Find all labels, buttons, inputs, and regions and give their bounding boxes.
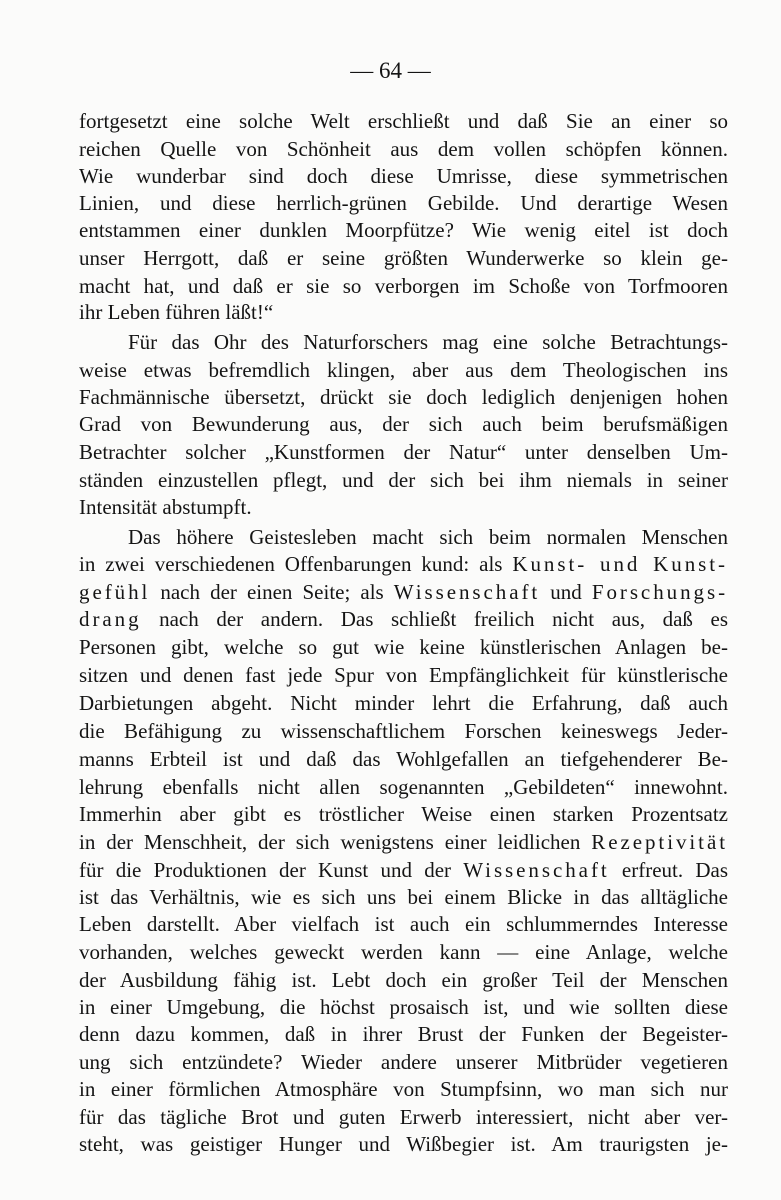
text-line: Das höhere Geistesleben macht sich beim normalen Menschen xyxy=(128,525,728,549)
text-line: Personen gibt, welche so gut wie keine künstlerischen Anlagen be- xyxy=(79,635,728,659)
text-line: fortgesetzt eine solche Welt erschließt und daß Sie an einer so xyxy=(79,109,728,133)
spaced-emphasis: Forschungs- xyxy=(591,580,728,604)
text-line: der Ausbildung fähig ist. Lebt doch ein großer Teil der Menschen xyxy=(79,968,728,992)
text-line: manns Erbteil ist und daß das Wohlgefallen an tiefgehenderer Be- xyxy=(79,747,728,771)
text-line: Wie wunderbar sind doch diese Umrisse, diese symmetrischen xyxy=(79,164,728,188)
text-line: in einer förmlichen Atmosphäre von Stumpfsinn, wo man sich nur xyxy=(79,1077,728,1101)
text-line: drang nach der andern. Das schließt freilich nicht aus, daß es xyxy=(79,607,728,631)
text-line: Intensität abstumpft. xyxy=(79,495,252,519)
text-line: steht, was geistiger Hunger und Wißbegier ist. Am traurigsten je- xyxy=(79,1132,728,1156)
text-line: Für das Ohr des Naturforschers mag eine solche Betrachtungs- xyxy=(128,330,728,354)
text-line: in einer Umgebung, die höchst prosaisch ist, und wie sollten diese xyxy=(79,995,728,1019)
text-line: weise etwas befremdlich klingen, aber aus dem Theologischen ins xyxy=(79,358,728,382)
spaced-emphasis: Wissenschaft xyxy=(463,858,610,882)
text-line: ständen einzustellen pflegt, und der sich bei ihm niemals in seiner xyxy=(79,468,728,492)
text-line: gefühl nach der einen Seite; als Wissenschaft und Forschungs- xyxy=(79,580,728,604)
spaced-emphasis: Kunst- und Kunst- xyxy=(512,552,728,576)
text-line: macht hat, und daß er sie so verborgen im Schoße von Torfmooren xyxy=(79,274,728,298)
text-line: ist das Verhältnis, wie es sich uns bei einem Blicke in das alltägliche xyxy=(79,885,728,909)
text-line: vorhanden, welches geweckt werden kann — eine Anlage, welche xyxy=(79,940,728,964)
spaced-emphasis: Wissenschaft xyxy=(393,580,541,604)
text-line: Betrachter solcher „Kunstformen der Natur“ unter denselben Um- xyxy=(79,440,728,464)
text-line: entstammen einer dunklen Moorpfütze? Wie wenig eitel ist doch xyxy=(79,218,728,242)
text-line: lehrung ebenfalls nicht allen sogenannten „Gebildeten“ innewohnt. xyxy=(79,775,728,799)
text-line: reichen Quelle von Schönheit aus dem vollen schöpfen können. xyxy=(79,137,728,161)
text-line: sitzen und denen fast jede Spur von Empfänglichkeit für künstlerische xyxy=(79,663,728,687)
spaced-emphasis: gefühl xyxy=(79,580,151,604)
spaced-emphasis: Rezeptivität xyxy=(591,830,728,854)
text-line: Linien, und diese herrlich-grünen Gebilde. Und derartige Wesen xyxy=(79,191,728,215)
text-line: für die Produktionen der Kunst und der Wissenschaft erfreut. Das xyxy=(79,858,728,882)
text-line: in der Menschheit, der sich wenigstens einer leidlichen Rezeptivität xyxy=(79,830,728,854)
text-line: Leben darstellt. Aber vielfach ist auch ein schlummerndes Interesse xyxy=(79,912,728,936)
text-line: ung sich entzündete? Wieder andere unserer Mitbrüder vegetieren xyxy=(79,1050,728,1074)
text-line: für das tägliche Brot und guten Erwerb interessiert, nicht aber ver- xyxy=(79,1105,728,1129)
spaced-emphasis: drang xyxy=(79,607,142,631)
text-line: Grad von Bewunderung aus, der sich auch beim berufsmäßigen xyxy=(79,412,728,436)
text-line: Immerhin aber gibt es tröstlicher Weise einen starken Prozentsatz xyxy=(79,802,728,826)
page-number: — 64 — xyxy=(350,58,431,83)
text-line: unser Herrgott, daß er seine größten Wunderwerke so klein ge- xyxy=(79,246,728,270)
text-line: Fachmännische übersetzt, drückt sie doch lediglich denjenigen hohen xyxy=(79,385,728,409)
text-line: die Befähigung zu wissenschaftlichem Forschen keineswegs Jeder- xyxy=(79,719,728,743)
text-line: ihr Leben führen läßt!“ xyxy=(79,300,274,324)
text-line: Darbietungen abgeht. Nicht minder lehrt die Erfahrung, daß auch xyxy=(79,691,728,715)
text-line: in zwei verschiedenen Offenbarungen kund: als Kunst- und Kunst- xyxy=(79,552,728,576)
text-line: denn dazu kommen, daß in ihrer Brust der Funken der Begeister- xyxy=(79,1022,728,1046)
